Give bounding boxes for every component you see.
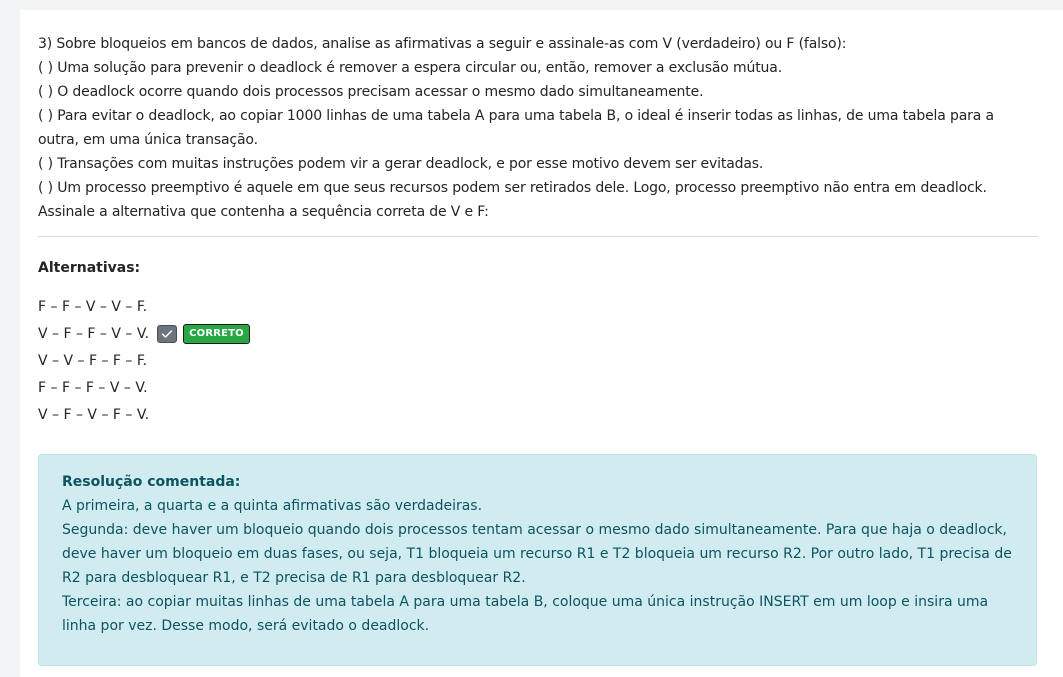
alternative-item[interactable] (38, 403, 250, 427)
alternative-text: F – F – V – V – F. (38, 299, 148, 315)
resolution-line: deve haver um bloqueio em duas fases, ou seja, T1 bloqueia um recurso R1 e T2 bloqueia um recurso R2. Por outro lado, T1 precisa de (62, 546, 1012, 562)
alternative-text: V – F – V – F – V. (38, 407, 150, 423)
alternative-item[interactable] (38, 295, 250, 319)
question-line: ( ) Uma solução para prevenir o deadlock é remover a espera circular ou, então, remover a exclusão mútua. (38, 60, 783, 76)
alternative-text: V – F – F – V – V. (38, 326, 150, 342)
resolution-title: Resolução comentada: (62, 474, 241, 490)
question-statement (38, 32, 1038, 224)
question-line: ( ) O deadlock ocorre quando dois processos precisam acessar o mesmo dado simultaneamente. (38, 84, 704, 100)
question-line: ( ) Um processo preemptivo é aquele em que seus recursos podem ser retirados dele. Logo, processo preemptivo não entra em deadlock. (38, 180, 987, 196)
resolution-content (62, 470, 1012, 638)
alternative-item[interactable] (38, 349, 250, 373)
section-divider (38, 236, 1038, 237)
question-line: ( ) Para evitar o deadlock, ao copiar 1000 linhas de uma tabela A para uma tabela B, o ideal é inserir todas as linhas, de uma tabela para a (38, 108, 994, 124)
resolution-line: A primeira, a quarta e a quinta afirmativas são verdadeiras. (62, 498, 483, 514)
alternatives-title: Alternativas: (38, 260, 141, 276)
question-line: Assinale a alternativa que contenha a sequência correta de V e F: (38, 204, 489, 220)
alternatives-list (38, 295, 250, 430)
question-line: 3) Sobre bloqueios em bancos de dados, analise as afirmativas a seguir e assinale-as com V (verdadeiro) ou F (falso): (38, 36, 847, 52)
resolution-line: R2 para desbloquear R1, e T2 precisa de R1 para desbloquear R2. (62, 570, 526, 586)
resolution-line: linha por vez. Desse modo, será evitado o deadlock. (62, 618, 430, 634)
resolution-line: Terceira: ao copiar muitas linhas de uma tabela A para uma tabela B, coloque uma única instrução INSERT em um loop e insira uma (62, 594, 989, 610)
alternative-text: F – F – F – V – V. (38, 380, 148, 396)
resolution-box (38, 454, 1037, 666)
alternative-item-correct[interactable] (38, 322, 250, 346)
alternative-text: V – V – F – F – F. (38, 353, 148, 369)
check-icon (157, 325, 177, 343)
alternative-item[interactable] (38, 376, 250, 400)
question-card (20, 10, 1063, 677)
resolution-line: Segunda: deve haver um bloqueio quando dois processos tentam acessar o mesmo dado simultaneamente. Para que haja o deadlock, (62, 522, 1007, 538)
correct-badge: CORRETO (183, 324, 250, 344)
question-line: ( ) Transações com muitas instruções podem vir a gerar deadlock, e por esse motivo devem ser evitadas. (38, 156, 764, 172)
question-line: outra, em uma única transação. (38, 132, 258, 148)
